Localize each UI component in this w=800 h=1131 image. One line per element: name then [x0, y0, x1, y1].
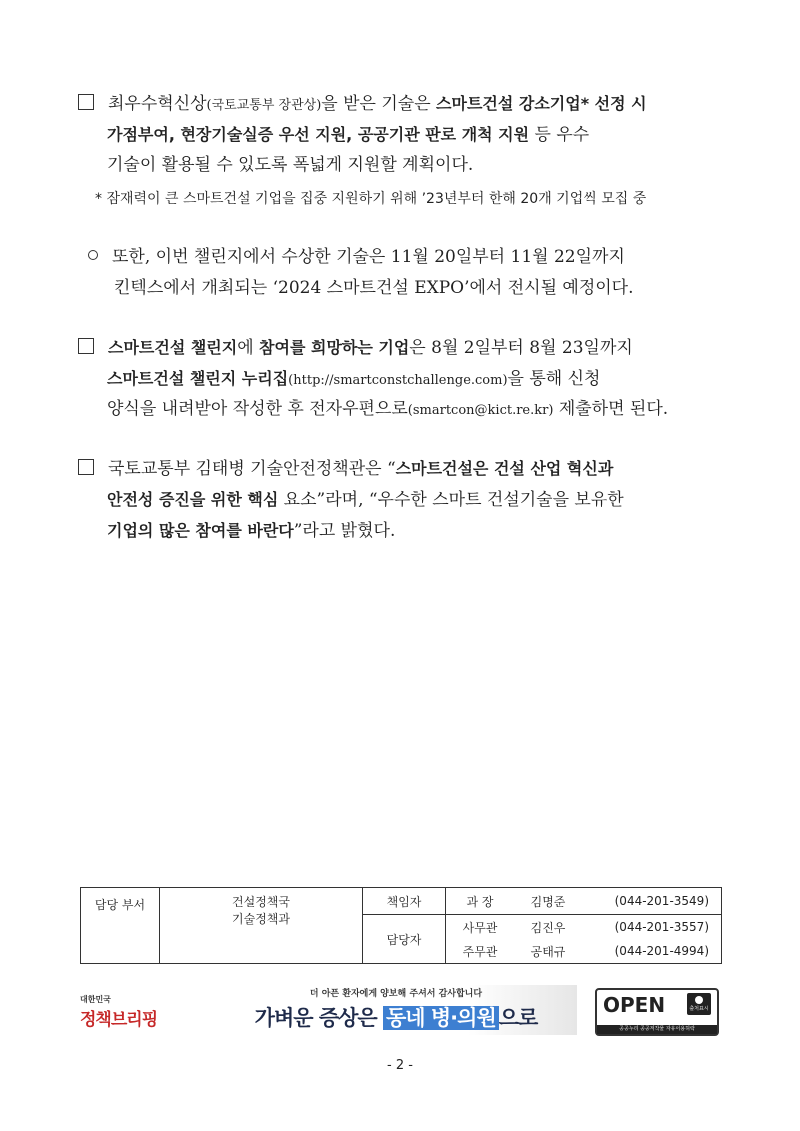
paragraph-3: 스마트건설 챌린지에 참여를 희망하는 기업은 8월 2일부터 8월 23일까지 스마트건설 챌린지 누리집(http://smartconstchallenge.com)을 통해 신청 양식을 내려받아 작성한 후 전자우편으로(smartcon@kict.re.kr) 제출하면 된다.	[78, 332, 728, 425]
campaign-banner: 더 아픈 환자에게 양보해 주셔서 감사합니다 가벼운 증상은 동네 병·의원 으로	[215, 985, 577, 1035]
phone-number: (044-201-4994)	[614, 944, 709, 958]
staff-row: 주무관 공태규 (044-201-4994)	[446, 939, 722, 964]
paragraph-2: 또한, 이번 챌린지에서 수상한 기술은 11월 20일부터 11월 22일까지 킨텍스에서 개최되는 ‘2024 스마트건설 EXPO’에서 전시될 예정이다.	[88, 242, 738, 304]
circle-bullet-icon	[88, 250, 98, 260]
paragraph-4: 국토교통부 김태병 기술안전정책관은 “스마트건설은 건설 산업 혁신과 안전성 증진을 위한 핵심 요소”라며, “우수한 스마트 건설기술을 보유한 기업의 많은 참여를 바란다”라고 밝혔다.	[78, 453, 728, 546]
phone-number: (044-201-3549)	[614, 894, 709, 908]
page-number: - 2 -	[387, 1058, 413, 1073]
open-license-mark: OPEN 출처표시 공공누리 공공저작물 자유이용허락	[595, 988, 719, 1036]
attribution-icon: 출처표시	[687, 993, 711, 1015]
contact-table	[80, 887, 722, 964]
checkbox-bullet-icon	[78, 338, 94, 354]
dept-name: 건설정책국 기술정책과	[160, 888, 363, 964]
dept-label: 담당 부서	[81, 888, 160, 964]
phone-number: (044-201-3557)	[614, 920, 709, 934]
email-link[interactable]: (smartcon@kict.re.kr)	[407, 403, 554, 418]
policy-briefing-logo: 대한민국 정책브리핑	[80, 995, 158, 1030]
website-link[interactable]: (http://smartconstchallenge.com)	[288, 373, 508, 388]
responsible-label: 책임자	[363, 888, 446, 915]
responsible-row: 과 장 김명준 (044-201-3549)	[446, 888, 722, 915]
staff-row: 사무관 김진우 (044-201-3557)	[446, 915, 722, 940]
footnote: * 잠재력이 큰 스마트건설 기업을 집중 지원하기 위해 ’23년부터 한해 20개 기업씩 모집 중	[95, 191, 647, 207]
checkbox-bullet-icon	[78, 94, 94, 110]
paragraph-1: 최우수혁신상(국토교통부 장관상)을 받은 기술은 스마트건설 강소기업* 선정 시 가점부여, 현장기술실증 우선 지원, 공공기관 판로 개척 지원 등 우수 기술이 활용될 수 있도록 폭넓게 지원할 계획이다.	[78, 88, 728, 181]
checkbox-bullet-icon	[78, 459, 94, 475]
staff-label: 담당자	[363, 915, 446, 964]
